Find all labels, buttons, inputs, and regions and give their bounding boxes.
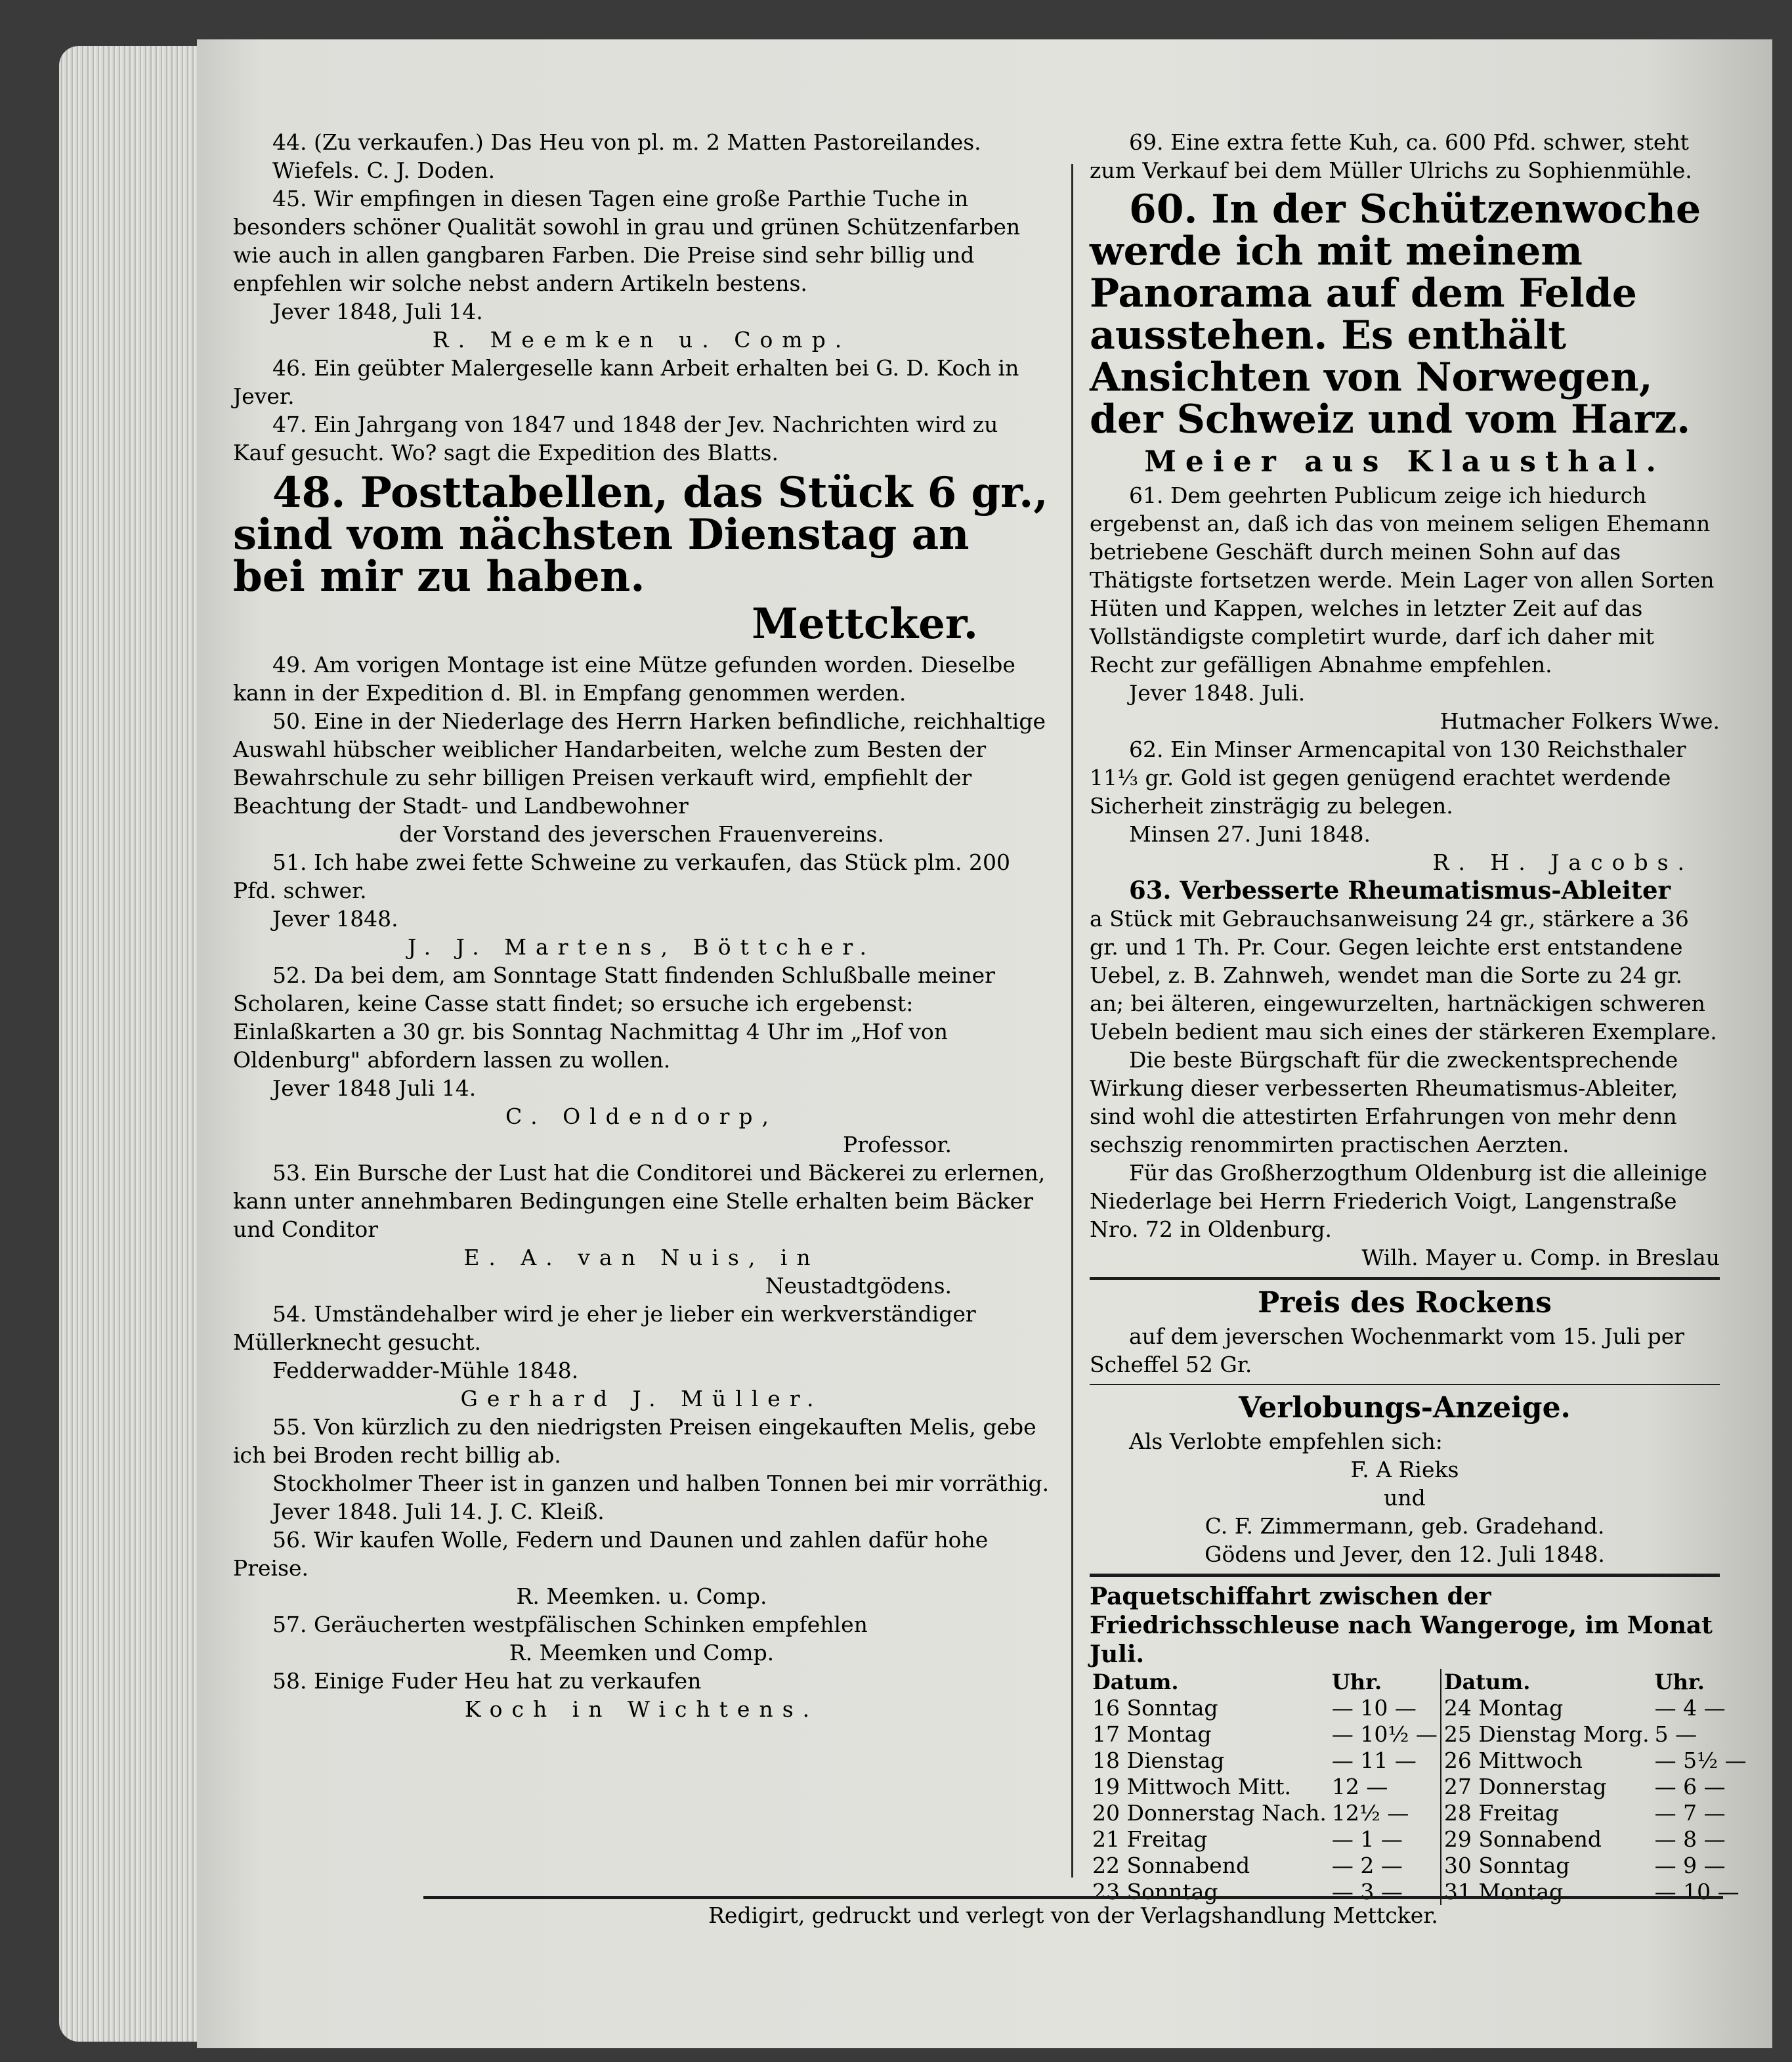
ad-55-signature: Jever 1848. Juli 14. J. C. Kleiß. — [272, 1499, 605, 1524]
table-cell: 28 Freitag — [1441, 1800, 1652, 1826]
table-row — [1090, 1721, 1749, 1748]
table-cell: — 10½ — — [1331, 1721, 1438, 1747]
ad-63-title: 63. Verbesserte Rheumatismus-Ableiter — [1129, 876, 1671, 905]
table-row — [1090, 1826, 1749, 1853]
engagement-name-2: C. F. Zimmermann, geb. Gradehand. — [1205, 1513, 1605, 1539]
ad-63-depot: Für das Großherzogthum Oldenburg ist die alleinige Niederlage bei Herrn Friederich Voigt, Langenstraße Nro. 72 in Oldenburg. — [1090, 1160, 1707, 1242]
table-cell: 30 Sonntag — [1441, 1853, 1652, 1879]
engagement-and: und — [1384, 1485, 1426, 1511]
ad-52: 52. Da bei dem, am Sonntage Statt findenden Schlußballe meiner Scholaren, keine Casse statt findet; so ersuche ich ergebenst: Einlaßkarten a 30 gr. bis Sonntag Nachmittag 4 Uhr im „Hof von Oldenburg" abfordern lassen zu wollen. — [233, 962, 995, 1073]
engagement-name-1: F. A Rieks — [1350, 1457, 1459, 1482]
price-text: auf dem jeverschen Wochenmarkt vom 15. Juli per Scheffel 52 Gr. — [1090, 1323, 1685, 1377]
ad-47: 47. Ein Jahrgang von 1847 und 1848 der Jev. Nachrichten wird zu Kauf gesucht. Wo? sagt die Expedition des Blatts. — [233, 412, 998, 465]
right-column — [1090, 128, 1747, 1905]
ad-51: 51. Ich habe zwei fette Schweine zu verkaufen, das Stück plm. 200 Pfd. schwer. — [233, 849, 1010, 903]
table-cell: 12½ — — [1331, 1800, 1409, 1826]
table-cell: 17 Montag — [1092, 1721, 1212, 1747]
ad-46: 46. Ein geübter Malergeselle kann Arbeit erhalten bei G. D. Koch in Jever. — [233, 355, 1019, 409]
ad-45: 45. Wir empfingen in diesen Tagen eine große Parthie Tuche in besonders schöner Qualität sowohl in grau und grünen Schützenfarben wie auch in allen gangbaren Farben. Die Preise sind sehr billig und enpfehlen wir solche nebst andern Artikeln bestens. — [233, 186, 1021, 296]
ad-53: 53. Ein Bursche der Lust hat die Conditorei und Bäckerei zu erlernen, kann unter annehmbaren Bedingungen eine Stelle erhalten beim Bäcker und Conditor — [233, 1160, 1046, 1242]
price-title: Preis des Rockens — [1258, 1286, 1552, 1320]
ad-50: 50. Eine in der Niederlage des Herrn Harken befindliche, reichhaltige Auswahl hübscher weiblicher Handarbeiten, welche zum Besten der Bewahrschule zu sehr billigen Preisen verkauft wird, empfiehlt der Beachtung der Stadt- und Landbewohner — [233, 708, 1046, 819]
table-cell: 25 Dienstag Morg. — [1441, 1721, 1652, 1748]
section-rule — [1090, 1384, 1720, 1385]
ad-62-signature: R. H. Jacobs. — [1432, 849, 1694, 875]
table-cell: 26 Mittwoch — [1441, 1748, 1652, 1774]
table-cell: — 6 — — [1654, 1774, 1726, 1799]
ad-63-guarantee: Die beste Bürgschaft für die zweckentsprechende Wirkung dieser verbesserten Rheumatismus-Ableiter, sind wohl die attestirten Erfahrungen von mehr denn sechszig renommirten practischen Aerzten. — [1090, 1047, 1678, 1157]
table-cell: — 11 — — [1331, 1748, 1417, 1773]
ad-54-date: Fedderwadder-Mühle 1848. — [272, 1358, 579, 1383]
ad-56: 56. Wir kaufen Wolle, Federn und Daunen und zahlen dafür hohe Preise. — [233, 1527, 989, 1581]
ad-52-signature: C. Oldendorp, — [505, 1104, 778, 1129]
column-header: Datum. — [1441, 1669, 1652, 1695]
ship-schedule-title: Paquetschiffahrt zwischen der Friedrichsschleuse nach Wangeroge, im Monat Juli. — [1090, 1583, 1713, 1668]
table-cell: — 8 — — [1654, 1826, 1726, 1852]
ad-58-signature: Koch in Wichtens. — [464, 1696, 819, 1722]
engagement-title: Verlobungs-Anzeige. — [1239, 1391, 1571, 1425]
table-cell: 16 Sonntag — [1092, 1695, 1218, 1721]
ad-54: 54. Umständehalber wird je eher je lieber ein werkverständiger Müllerknecht gesucht. — [233, 1301, 976, 1355]
table-cell: 27 Donnerstag — [1441, 1774, 1652, 1800]
column-divider — [1071, 164, 1073, 1878]
ad-55-second: Stockholmer Theer ist in ganzen und halben Tonnen bei mir vorräthig. — [272, 1471, 1050, 1496]
ad-48-signature: Mettcker. — [752, 599, 978, 649]
ad-51-date: Jever 1848. — [272, 906, 398, 932]
ad-60: 60. In der Schützenwoche werde ich mit meinem Panorama auf dem Felde ausstehen. Es enthält Ansichten von Norwegen, der Schweiz und vom Harz. — [1090, 186, 1701, 442]
ad-57-signature: R. Meemken und Comp. — [509, 1640, 775, 1665]
ad-50-signature: der Vorstand des jeverschen Frauenvereins. — [399, 821, 884, 847]
table-cell: — 1 — — [1331, 1826, 1403, 1852]
ad-44: 44. (Zu verkaufen.) Das Heu von pl. m. 2 Matten Pastoreilandes. — [272, 129, 981, 155]
table-cell: 31 Montag — [1441, 1879, 1652, 1905]
ad-55: 55. Von kürzlich zu den niedrigsten Preisen eingekauften Melis, gebe ich bei Broden recht billig ab. — [233, 1414, 1036, 1468]
ad-56-signature: R. Meemken. u. Comp. — [516, 1583, 767, 1609]
table-cell: — 3 — — [1331, 1879, 1403, 1904]
table-cell: 20 Donnerstag Nach. — [1092, 1800, 1327, 1826]
ad-61-signature: Hutmacher Folkers Wwe. — [1440, 708, 1720, 734]
ad-49: 49. Am vorigen Montage ist eine Mütze gefunden worden. Dieselbe kann in der Expedition d. Bl. in Empfang genommen werden. — [233, 652, 1015, 706]
ad-57: 57. Geräucherten westpfälischen Schinken empfehlen — [272, 1612, 868, 1637]
imprint-footer: Redigirt, gedruckt und verlegt von der Verlagshandlung Mettcker. — [708, 1902, 1438, 1928]
left-column — [233, 128, 1050, 1723]
ad-63-signature: Wilh. Mayer u. Comp. in Breslau — [1361, 1245, 1720, 1270]
ship-schedule-table — [1090, 1669, 1749, 1905]
ad-45-date: Jever 1848, Juli 14. — [272, 299, 483, 324]
ad-48: 48. Posttabellen, das Stück 6 gr., sind vom nächsten Dienstag an bei mir zu haben. — [233, 468, 1048, 601]
ad-69: 69. Eine extra fette Kuh, ca. 600 Pfd. schwer, steht zum Verkauf bei dem Müller Ulrichs zu Sophienmühle. — [1090, 129, 1692, 183]
table-cell: — 2 — — [1331, 1853, 1403, 1878]
table-cell: — 10 — — [1654, 1879, 1739, 1904]
table-cell: 12 — — [1331, 1774, 1388, 1799]
section-rule — [1090, 1574, 1720, 1577]
column-header: Uhr. — [1654, 1669, 1705, 1694]
section-rule — [1090, 1277, 1720, 1280]
table-cell: 18 Dienstag — [1092, 1748, 1225, 1773]
ad-53-signature-place: Neustadtgödens. — [765, 1273, 952, 1299]
table-row — [1090, 1695, 1749, 1721]
table-cell: 29 Sonnabend — [1441, 1826, 1652, 1853]
table-cell: 5 — — [1654, 1721, 1697, 1747]
ship-schedule-header-row — [1090, 1669, 1749, 1695]
column-header: Uhr. — [1331, 1669, 1382, 1694]
table-cell: — 5½ — — [1654, 1748, 1747, 1773]
table-row — [1090, 1853, 1749, 1879]
table-cell: 22 Sonnabend — [1092, 1853, 1250, 1878]
ad-62: 62. Ein Minser Armencapital von 130 Reichsthaler 11⅓ gr. Gold ist gegen genügend erachtet werdende Sicherheit zinsträgig zu belegen. — [1090, 737, 1686, 819]
column-header: Datum. — [1092, 1669, 1179, 1694]
ad-58: 58. Einige Fuder Heu hat zu verkaufen — [272, 1668, 702, 1694]
ad-45-signature: R. Meemken u. Comp. — [432, 327, 851, 353]
ad-54-signature: Gerhard J. Müller. — [460, 1386, 823, 1411]
table-row — [1090, 1748, 1749, 1774]
table-cell: — 7 — — [1654, 1800, 1726, 1826]
table-cell: — 10 — — [1331, 1695, 1417, 1721]
ad-52-date: Jever 1848 Juli 14. — [272, 1075, 477, 1101]
ad-44-signature: Wiefels. C. J. Doden. — [272, 158, 496, 183]
ad-53-signature: E. A. van Nuis, in — [463, 1245, 820, 1270]
table-cell: — 4 — — [1654, 1695, 1726, 1721]
table-cell: 21 Freitag — [1092, 1826, 1208, 1852]
ad-51-signature: J. J. Martens, Böttcher. — [407, 934, 876, 960]
table-cell: 19 Mittwoch Mitt. — [1092, 1774, 1292, 1799]
table-cell: 23 Sonntag — [1092, 1879, 1218, 1904]
ad-63: a Stück mit Gebrauchsanweisung 24 gr., stärkere a 36 gr. und 1 Th. Pr. Cour. Gegen leichte erst entstandene Uebel, z. B. Zahnweh, wendet man die Sorte zu 24 gr. an; bei älteren, eingewurzelten, hartnäckigen schweren Uebeln bedient mau sich eines der stärkeren Exemplare. — [1090, 906, 1717, 1044]
table-row — [1090, 1800, 1749, 1826]
ad-61: 61. Dem geehrten Publicum zeige ich hiedurch ergebenst an, daß ich das von meinem seligen Ehemann betriebene Geschäft durch meinen Sohn auf das Thätigste fortsetzen werde. Mein Lager von allen Sorten Hüten und Kappen, welches in letzter Zeit auf das Vollständigste completirt wurde, darf ich daher mit Recht zur gefälligen Abnahme empfehlen. — [1090, 483, 1715, 677]
table-row — [1090, 1774, 1749, 1800]
ad-61-date: Jever 1848. Juli. — [1129, 680, 1306, 706]
ad-60-signature: Meier aus Klausthal. — [1144, 445, 1665, 479]
table-cell: — 9 — — [1654, 1853, 1726, 1878]
ad-62-date: Minsen 27. Juni 1848. — [1129, 821, 1371, 847]
engagement-intro: Als Verlobte empfehlen sich: — [1129, 1428, 1443, 1454]
ad-52-signature-title: Professor. — [843, 1132, 952, 1157]
footer-rule — [423, 1896, 1723, 1899]
engagement-place: Gödens und Jever, den 12. Juli 1848. — [1205, 1541, 1605, 1567]
table-cell: 24 Montag — [1441, 1695, 1652, 1721]
